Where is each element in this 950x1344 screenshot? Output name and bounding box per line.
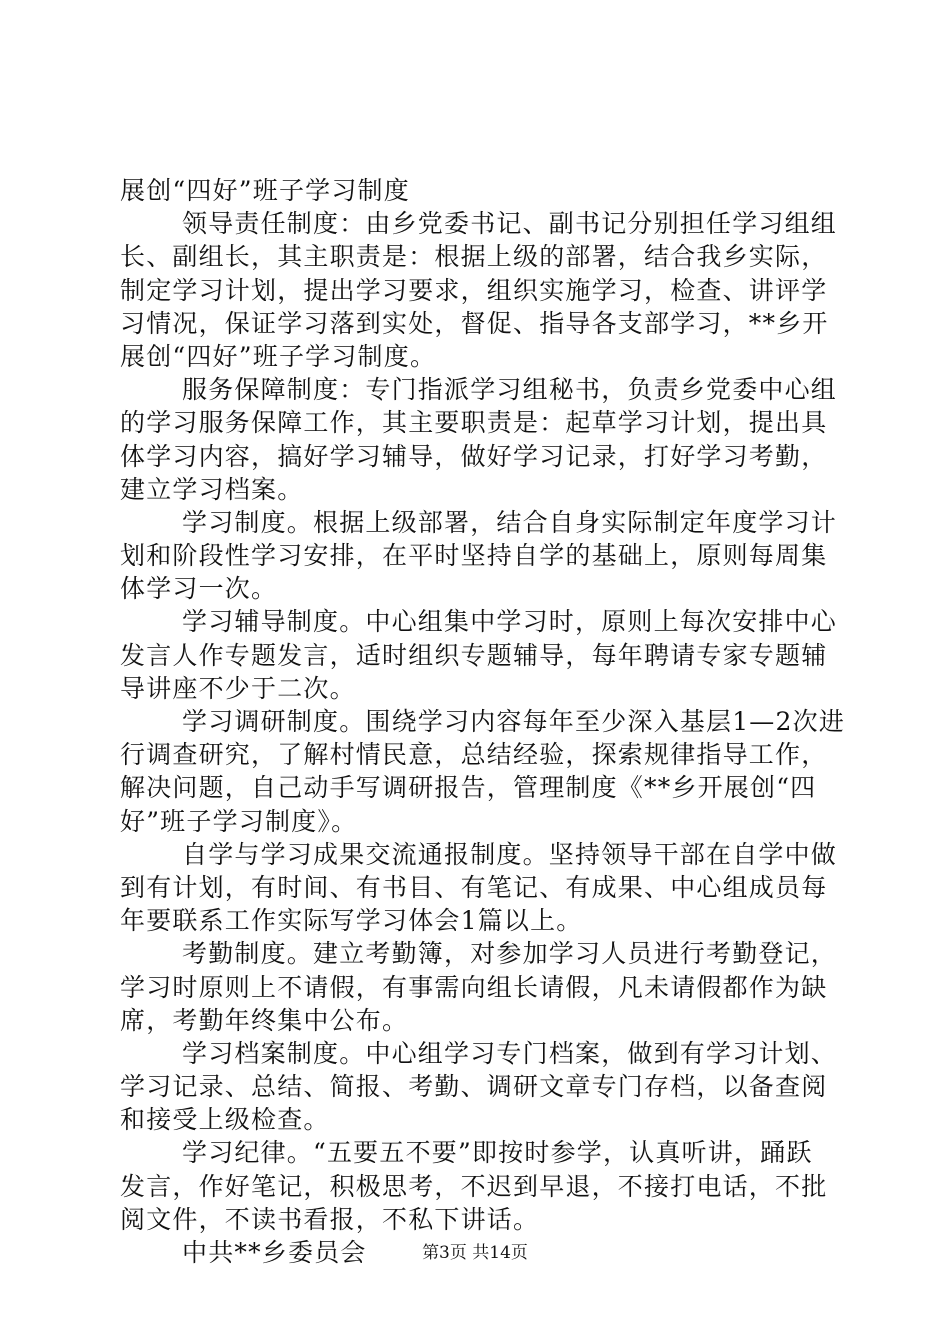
page-number-footer: 第3页 共14页 bbox=[422, 1243, 528, 1263]
text-line: 学习制度。根据上级部署，结合自身实际制定年度学习计 bbox=[182, 507, 838, 537]
document-body bbox=[120, 174, 846, 1269]
text-line: 中共**乡委员会 bbox=[182, 1238, 367, 1267]
text-line: 发言，作好笔记，积极思考，不迟到早退，不接打电话，不批 bbox=[120, 1171, 828, 1201]
text-line: 服务保障制度：专门指派学习组秘书，负责乡党委中心组 bbox=[182, 375, 838, 405]
text-line: 学习时原则上不请假，有事需向组长请假，凡未请假都作为缺 bbox=[120, 972, 828, 1002]
text-line: 学习调研制度。围绕学习内容每年至少深入基层1—2次进 bbox=[182, 707, 846, 736]
text-line: 年要联系工作实际写学习体会1篇以上。 bbox=[120, 906, 583, 936]
text-line: 阅文件，不读书看报，不私下讲话。 bbox=[120, 1204, 540, 1234]
text-line: 好”班子学习制度》。 bbox=[120, 806, 358, 836]
text-line: 导讲座不少于二次。 bbox=[120, 673, 356, 703]
text-line: 和接受上级检查。 bbox=[120, 1105, 330, 1135]
text-line: 学习记录、总结、简报、考勤、调研文章专门存档，以备查阅 bbox=[120, 1072, 828, 1102]
text-line: 体学习一次。 bbox=[120, 574, 278, 604]
text-line: 建立学习档案。 bbox=[120, 474, 304, 504]
text-line: 划和阶段性学习安排，在平时坚持自学的基础上，原则每周集 bbox=[120, 541, 828, 571]
text-line: 展创“四好”班子学习制度。 bbox=[120, 341, 437, 371]
text-line: 学习档案制度。中心组学习专门档案，做到有学习计划、 bbox=[182, 1038, 838, 1068]
text-line: 自学与学习成果交流通报制度。坚持领导干部在自学中做 bbox=[182, 839, 838, 869]
text-line: 学习纪律。“五要五不要”即按时参学，认真听讲，踊跃 bbox=[182, 1138, 813, 1168]
text-line: 体学习内容，搞好学习辅导，做好学习记录，打好学习考勤， bbox=[120, 441, 828, 471]
text-line: 考勤制度。建立考勤簿，对参加学习人员进行考勤登记， bbox=[182, 939, 838, 969]
text-line: 的学习服务保障工作，其主要职责是：起草学习计划，提出具 bbox=[120, 408, 828, 438]
text-line: 展创“四好”班子学习制度 bbox=[120, 176, 410, 205]
text-line: 领导责任制度：由乡党委书记、副书记分别担任学习组组 bbox=[182, 209, 838, 239]
text-line: 到有计划，有时间、有书目、有笔记、有成果、中心组成员每 bbox=[120, 872, 828, 902]
text-line: 习情况，保证学习落到实处，督促、指导各支部学习，**乡开 bbox=[120, 308, 829, 338]
text-line: 席，考勤年终集中公布。 bbox=[120, 1005, 409, 1035]
text-line: 行调查研究，了解村情民意，总结经验，探索规律指导工作， bbox=[120, 740, 828, 770]
text-line: 发言人作专题发言，适时组织专题辅导，每年聘请专家专题辅 bbox=[120, 640, 828, 670]
text-line: 解决问题，自己动手写调研报告，管理制度《**乡开展创“四 bbox=[120, 773, 817, 803]
text-line: 长、副组长，其主职责是：根据上级的部署，结合我乡实际， bbox=[120, 242, 828, 272]
text-line: 制定学习计划，提出学习要求，组织实施学习，检查、讲评学 bbox=[120, 275, 828, 305]
text-line: 学习辅导制度。中心组集中学习时，原则上每次安排中心 bbox=[182, 607, 838, 637]
